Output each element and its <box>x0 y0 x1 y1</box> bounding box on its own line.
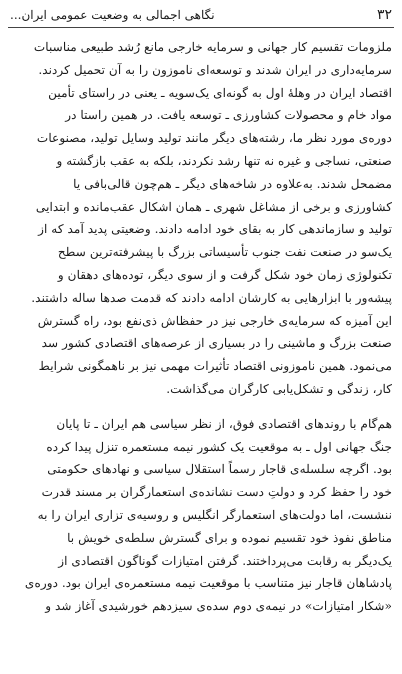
body-text <box>10 36 392 618</box>
paragraph-gap <box>10 401 392 413</box>
text-line: جنگ جهانی اول ـ به موقعیت یک کشور نیمه مستعمره تنزل پیدا کرده <box>46 439 392 454</box>
text-line: پادشاهان قاجار نیز متناسب با موقعیت نیمه مستعمره‌ی ایران بود. دوره‌ی <box>24 576 392 591</box>
text-line: می‌نمود. همین ناموزونی اقتصاد تأثیرات مهمی نیز بر ناهمگونی شرایط <box>38 359 392 374</box>
text-line: یک‌دیگر به رقابت می‌پرداختند. گرفتن امتیازات گوناگون اقتصادی از <box>58 553 392 568</box>
running-title: نگاهی اجمالی به وضعیت عمومی ایران... <box>10 8 215 22</box>
text-line: مضمحل شدند. به‌علاوه در شاخه‌های دیگر ـ هم‌چون قالی‌بافی یا <box>73 176 392 191</box>
paragraph-2 <box>10 413 392 618</box>
text-line: سرمایه‌داری در ایران شدند و توسعه‌ای ناموزون را به آن تحمیل کردند. <box>38 62 392 77</box>
text-line: «شکار امتیازات» در نیمه‌ی دوم سده‌ی سیزدهم خورشیدی آغاز شد و <box>45 599 392 614</box>
header-rule <box>8 27 394 28</box>
text-line: یک‌سو در صنعت نفت جنوب تأسیساتی بزرگ با پیشرفته‌ترین سطح <box>57 245 392 260</box>
text-line: خود را حفظ کرد و دولتِ دست نشانده‌ی استعمارگران بر مسند قدرت <box>41 485 392 500</box>
text-line: کشاورزی و برخی از مشاغل شهری ـ همان اشکال عقب‌مانده و ابتدایی <box>35 199 392 214</box>
text-line: هم‌گام با روندهای اقتصادی فوق، از نظر سیاسی هم ایران ـ تا پایان <box>56 416 392 431</box>
text-line: مواد خام و محصولات کشاورزی ـ توسعه یافت. در همین راستا در <box>65 108 392 123</box>
text-line: کار، زندگی و تشکل‌یابی کارگران می‌گذاشت. <box>166 381 392 396</box>
text-line: صنعت بزرگ و ماشینی را در بسیاری از عرصه‌های اقتصادی کشور سد <box>41 336 392 351</box>
text-line: تولید و سازماندهی کار به بقای خود ادامه دادند. وضعیتی پدید آمد که از <box>38 222 392 237</box>
paragraph-1 <box>10 36 392 401</box>
page-number: ۳۲ <box>376 7 392 23</box>
text-line: دوره‌ی مورد نظر ما، رشته‌های دیگر مانند تولید وسایل تولید، مصنوعات <box>36 131 392 146</box>
text-line: پیشه‌ور با ابزارهایی به کارشان ادامه دادند که قدمت صدها ساله داشتند. <box>31 290 392 305</box>
running-header <box>10 4 392 26</box>
text-line: ننشست، اما دولت‌های استعمارگر انگلیس و روسیه‌ی تزاری ایران را به <box>37 507 392 522</box>
text-line: تکنولوژی زمان خود شکل گرفت و از سوی دیگر، توده‌های دهقان و <box>57 267 392 282</box>
text-line: ملزومات تقسیم کار جهانی و سرمایه خارجی مانع رُشد طبیعی مناسبات <box>33 40 392 54</box>
text-line: اقتصاد ایران در وهلهٔ اول به گونه‌ای یک‌سویه ـ یعنی در راستای تأمین <box>48 85 392 100</box>
text-line: بود. اگرچه سلسله‌ی قاجار رسماً استقلال سیاسی و نهادهای حکومتی <box>47 462 392 477</box>
text-line: صنعتی، نساجی و غیره نه تنها رشد نکردند، بلکه به عقب بازگشته و <box>56 153 392 168</box>
text-line: این آمیزه که سرمایه‌ی خارجی نیز در حفظاش ذی‌نفع بود، راه گسترش <box>37 313 392 328</box>
text-line: مناطق نفوذ خود تقسیم نموده و برای گسترش سلطه‌ی خویش با <box>67 530 392 545</box>
